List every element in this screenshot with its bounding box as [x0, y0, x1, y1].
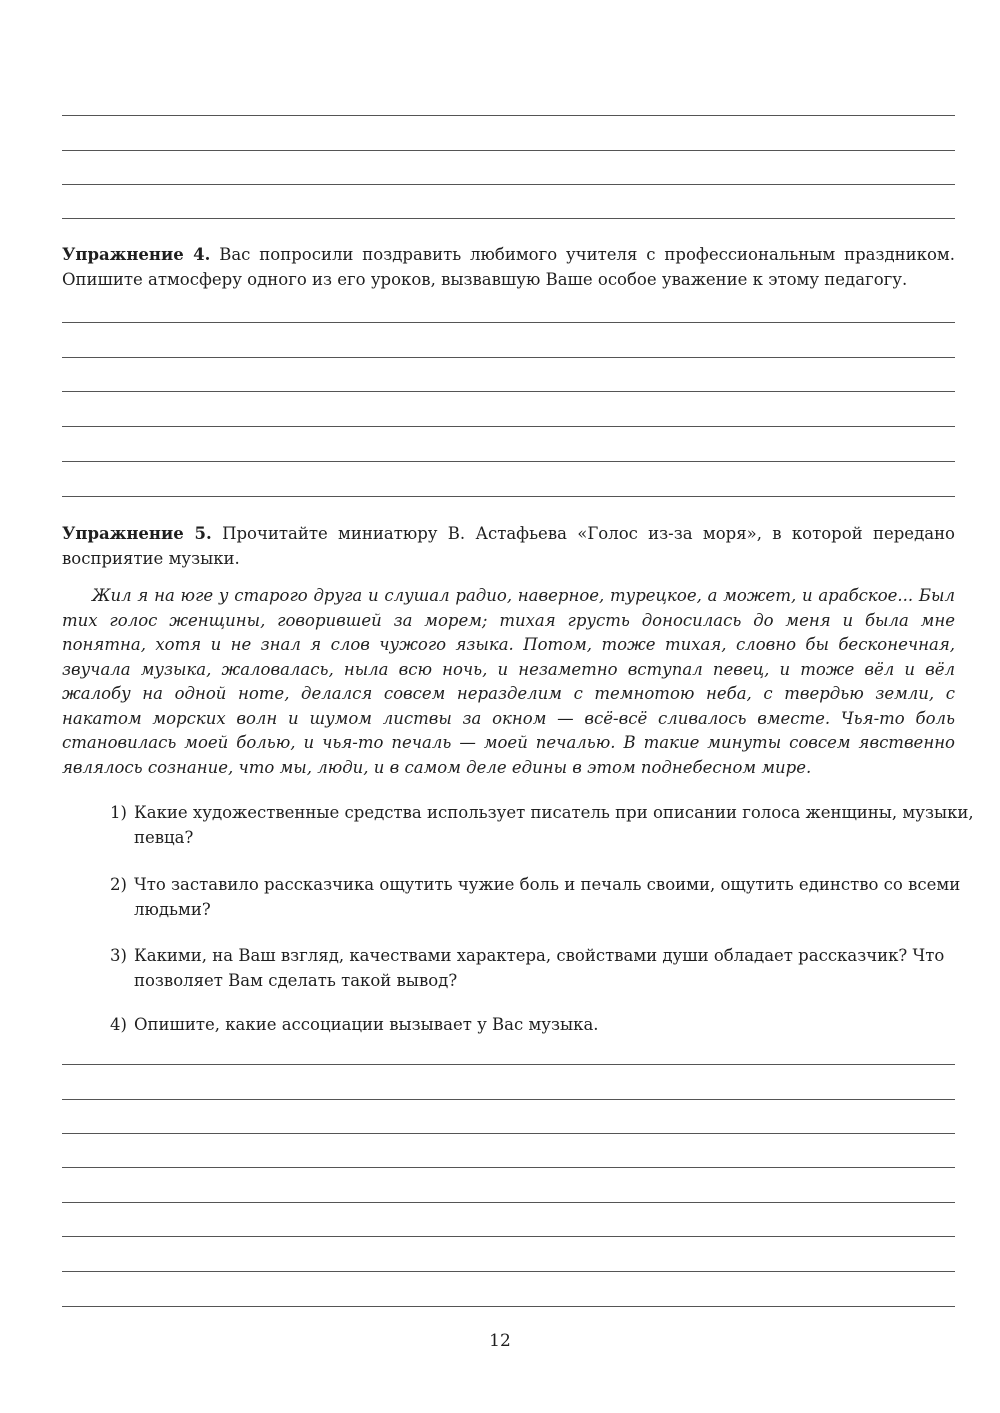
- page-number: 12: [489, 1331, 511, 1351]
- answer-line[interactable]: [62, 1236, 955, 1237]
- question-2: [110, 873, 979, 922]
- exercise-5-text: Прочитайте миниатюру В. Астафьева «Голос из-за моря», в которой передано восприятие музыки.: [62, 524, 955, 568]
- answer-line[interactable]: [62, 357, 955, 358]
- astafiev-passage: Жил я на юге у старого друга и слушал радио, наверное, турецкое, а может, и арабское... Был тих голос женщины, говорившей за морем; тихая грусть доносилась до меня и была мне понятна, хотя и не знал я слов чужого языка. Потом, тоже тихая, словно бы бесконечная, звучала музыка, жаловалась, ныла всю ночь, и незаметно вступал певец, и тоже вёл и вёл жалобу на одной ноте, делался совсем неразделим с темнотою неба, с твердью земли, с накатом морских волн и шумом листвы за окном — всё-всё сливалось вместе. Чья-то боль становилась моей болью, и чья-то печаль — моей печалью. В такие минуты совсем явственно являлось сознание, что мы, люди, и в самом деле едины в этом поднебесном мире.: [62, 586, 955, 777]
- question-text: Что заставило рассказчика ощутить чужие боль и печаль своими, ощутить единство со всеми людьми?: [134, 875, 961, 919]
- exercise-4-prompt: [62, 243, 955, 292]
- answer-line[interactable]: [62, 1099, 955, 1100]
- answer-line[interactable]: [62, 1202, 955, 1203]
- exercise-5-label: Упражнение 5.: [62, 524, 212, 543]
- answer-line[interactable]: [62, 1167, 955, 1168]
- question-text: Какими, на Ваш взгляд, качествами характера, свойствами души обладает рассказчик? Что позволяет Вам сделать такой вывод?: [134, 946, 945, 990]
- question-text: Опишите, какие ассоциации вызывает у Вас музыка.: [134, 1015, 599, 1034]
- question-number: 1): [110, 803, 127, 822]
- answer-line[interactable]: [62, 391, 955, 392]
- answer-line[interactable]: [62, 461, 955, 462]
- answer-line[interactable]: [62, 150, 955, 151]
- answer-line[interactable]: [62, 496, 955, 497]
- answer-line[interactable]: [62, 1271, 955, 1272]
- answer-line[interactable]: [62, 426, 955, 427]
- question-3: [110, 944, 979, 993]
- answer-line[interactable]: [62, 1064, 955, 1065]
- answer-line[interactable]: [62, 184, 955, 185]
- exercise-5-prompt: [62, 522, 955, 571]
- question-1: [110, 801, 979, 850]
- answer-line[interactable]: [62, 218, 955, 219]
- question-number: 2): [110, 875, 127, 894]
- exercise-4-text: Вас попросили поздравить любимого учителя с профессиональным праздником. Опишите атмосферу одного из его уроков, вызвавшую Ваше особое уважение к этому педагогу.: [62, 245, 955, 289]
- question-text: Какие художественные средства использует писатель при описании голоса женщины, музыки, певца?: [134, 803, 974, 847]
- answer-line[interactable]: [62, 115, 955, 116]
- exercise-4-label: Упражнение 4.: [62, 245, 211, 264]
- answer-line[interactable]: [62, 1306, 955, 1307]
- answer-line[interactable]: [62, 1133, 955, 1134]
- answer-line[interactable]: [62, 322, 955, 323]
- question-number: 4): [110, 1015, 127, 1034]
- question-4: [110, 1013, 979, 1038]
- question-number: 3): [110, 946, 127, 965]
